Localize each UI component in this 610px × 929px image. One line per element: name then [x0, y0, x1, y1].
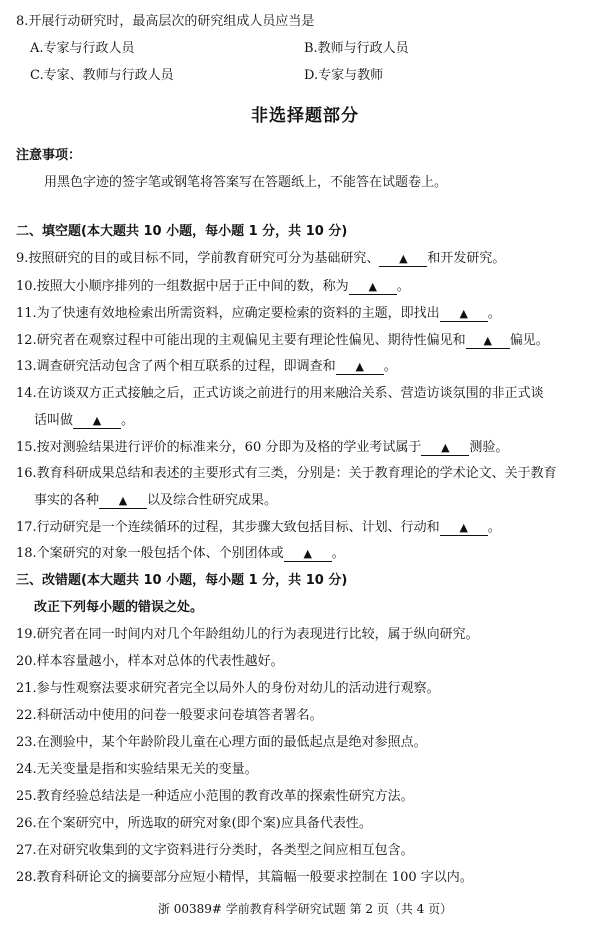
question-16-line2 — [34, 489, 277, 509]
question-20: 20.样本容量越小，样本对总体的代表性越好。 — [16, 654, 284, 669]
question-18-tail: 。 — [331, 546, 345, 561]
question-15-text: 15.按对测验结果进行评价的标准来分，60 分即为及格的学业考试属于 — [16, 440, 422, 455]
question-26: 26.在个案研究中，所选取的研究对象(即个案)应具备代表性。 — [16, 816, 372, 831]
answer-blank-18[interactable]: ▲ — [284, 547, 332, 562]
question-14-tail: 。 — [121, 413, 135, 428]
question-23: 23.在测验中，某个年龄阶段儿童在心理方面的最低起点是绝对参照点。 — [16, 735, 427, 750]
notice-text: 用黑色字迹的签字笔或钢笔将答案写在答题纸上，不能答在试题卷上。 — [44, 175, 448, 190]
question-28: 28.教育科研论文的摘要部分应短小精悍，其篇幅一般要求控制在 100 字以内。 — [16, 870, 473, 885]
answer-blank-9[interactable]: ▲ — [379, 252, 427, 267]
question-18 — [16, 542, 345, 562]
notice-heading: 注意事项： — [16, 148, 82, 163]
answer-blank-11[interactable]: ▲ — [440, 307, 488, 322]
part3-instruction: 改正下列每小题的错误之处。 — [34, 600, 204, 615]
answer-blank-16[interactable]: ▲ — [99, 494, 147, 509]
question-14-line1: 14.在访谈双方正式接触之后，正式访谈之前进行的用来融洽关系、营造访谈氛围的非正式谈 — [16, 386, 544, 401]
answer-blank-14[interactable]: ▲ — [73, 414, 121, 429]
answer-blank-17[interactable]: ▲ — [440, 521, 488, 536]
question-13-text: 13.调查研究活动包含了两个相互联系的过程，即调查和 — [16, 359, 336, 374]
question-10 — [16, 275, 410, 295]
question-11-tail: 。 — [487, 306, 501, 321]
question-10-text: 10.按照大小顺序排列的一组数据中居于正中间的数，称为 — [16, 279, 349, 294]
question-18-text: 18.个案研究的对象一般包括个体、个别团体或 — [16, 546, 284, 561]
question-14-text: 话叫做 — [34, 413, 74, 428]
question-16-tail: 以及综合性研究成果。 — [147, 493, 278, 508]
question-24: 24.无关变量是指和实验结果无关的变量。 — [16, 762, 258, 777]
question-11-text: 11.为了快速有效地检索出所需资料，应确定要检索的资料的主题，即找出 — [16, 306, 440, 321]
answer-blank-10[interactable]: ▲ — [349, 280, 397, 295]
question-12 — [16, 329, 549, 349]
question-16-line1: 16.教育科研成果总结和表述的主要形式有三类，分别是：关于教育理论的学术论文、关于教育 — [16, 466, 557, 481]
question-12-text: 12.研究者在观察过程中可能出现的主观偏见主要有理论性偏见、期待性偏见和 — [16, 333, 466, 348]
question-19: 19.研究者在同一时间内对几个年龄组幼儿的行为表现进行比较，属于纵向研究。 — [16, 627, 479, 642]
page-footer: 浙 00389# 学前教育科学研究试题 第 2 页（共 4 页） — [157, 902, 453, 916]
answer-blank-15[interactable]: ▲ — [421, 441, 469, 456]
option-c: C.专家、教师与行政人员 — [30, 68, 174, 83]
question-21: 21.参与性观察法要求研究者完全以局外人的身份对幼儿的活动进行观察。 — [16, 681, 440, 696]
question-8-stem: 8.开展行动研究时，最高层次的研究组成人员应当是 — [16, 14, 315, 29]
part2-heading: 二、填空题(本大题共 10 小题，每小题 1 分，共 10 分) — [16, 224, 348, 239]
question-17-text: 17.行动研究是一个连续循环的过程，其步骤大致包括目标、计划、行动和 — [16, 520, 440, 535]
question-15 — [16, 436, 508, 456]
question-12-tail: 偏见。 — [509, 333, 549, 348]
answer-blank-13[interactable]: ▲ — [336, 360, 384, 375]
question-9-tail: 和开发研究。 — [427, 251, 506, 266]
question-10-tail: 。 — [396, 279, 410, 294]
answer-blank-12[interactable]: ▲ — [466, 334, 510, 349]
question-17-tail: 。 — [487, 520, 501, 535]
question-14-line2 — [34, 409, 134, 429]
question-17 — [16, 516, 501, 536]
question-22: 22.科研活动中使用的问卷一般要求问卷填答者署名。 — [16, 708, 323, 723]
option-b: B.教师与行政人员 — [304, 41, 409, 56]
option-d: D.专家与教师 — [304, 68, 384, 83]
question-9-text: 9.按照研究的目的或目标不同，学前教育研究可分为基础研究、 — [16, 251, 380, 266]
option-a: A.专家与行政人员 — [30, 41, 135, 56]
question-9 — [16, 247, 505, 267]
question-15-tail: 测验。 — [469, 440, 509, 455]
question-13-tail: 。 — [383, 359, 397, 374]
part3-heading: 三、改错题(本大题共 10 小题，每小题 1 分，共 10 分) — [16, 573, 348, 588]
section-title: 非选择题部分 — [251, 106, 359, 126]
question-27: 27.在对研究收集到的文字资料进行分类时，各类型之间应相互包含。 — [16, 843, 414, 858]
question-16-text: 事实的各种 — [34, 493, 100, 508]
question-13 — [16, 355, 397, 375]
question-25: 25.教育经验总结法是一种适应小范围的教育改革的探索性研究方法。 — [16, 789, 414, 804]
question-11 — [16, 302, 501, 322]
